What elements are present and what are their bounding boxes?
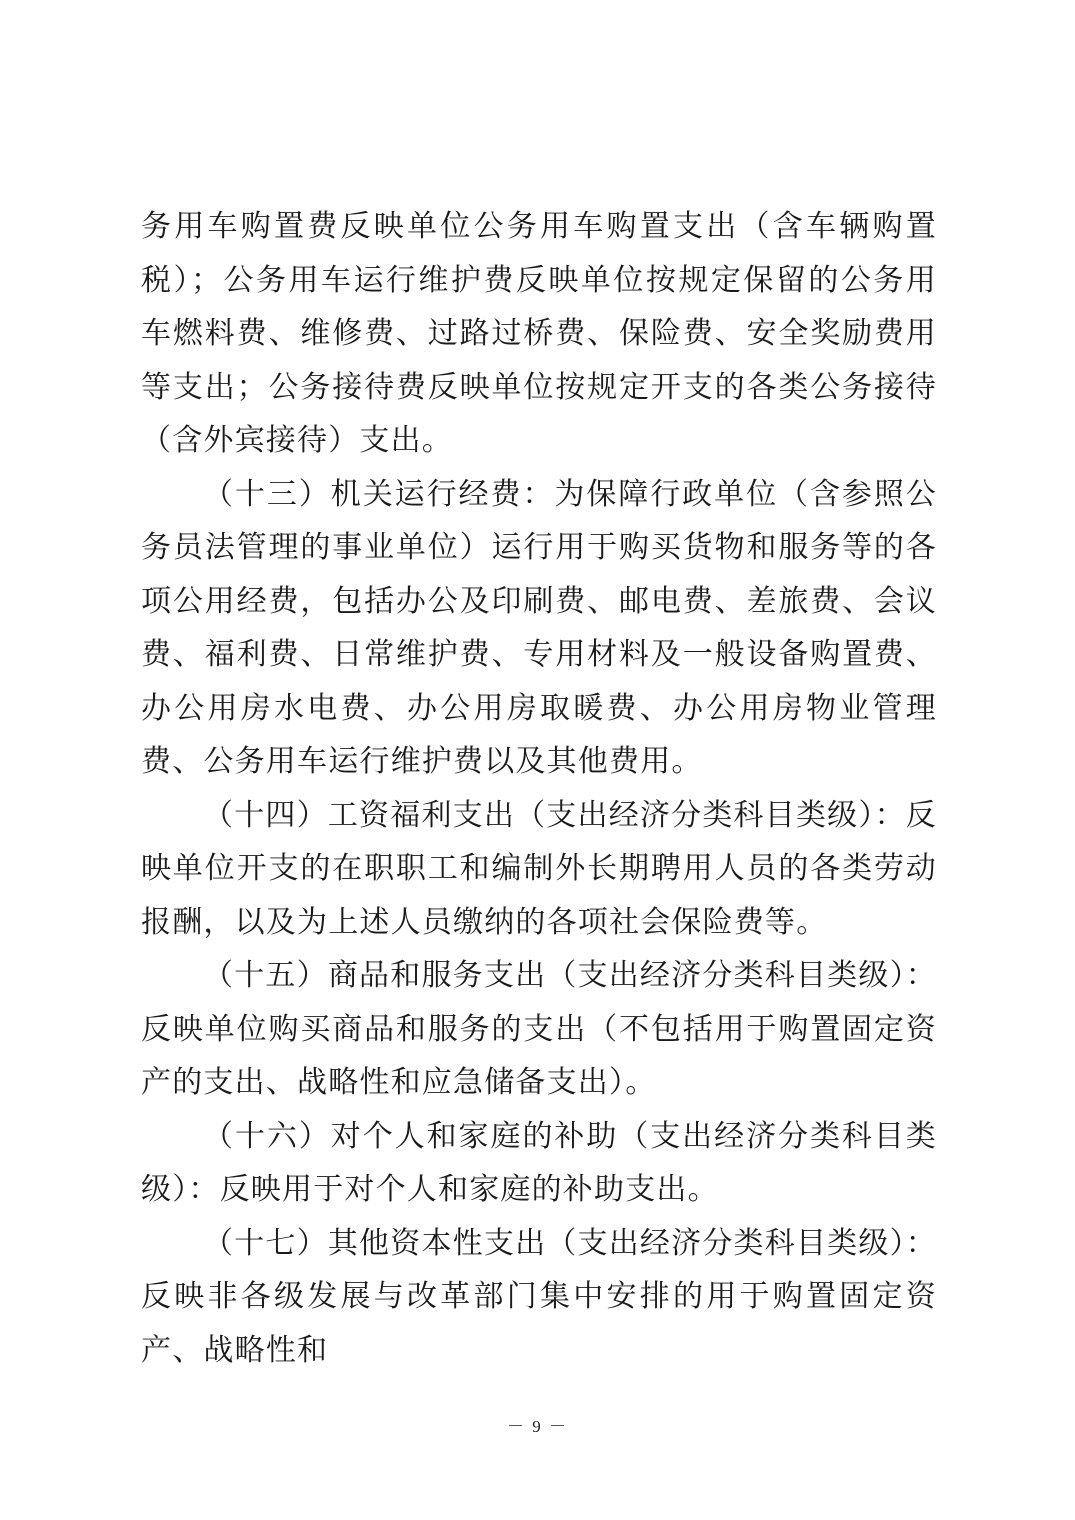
page-number: － 9 － (507, 1417, 568, 1436)
paragraph-section-17: （十七）其他资本性支出（支出经济分类科目类级）：反映非各级发展与改革部门集中安排的用于购置固定资产、战略性和 (141, 1225, 937, 1368)
paragraph-section-13: （十三）机关运行经费：为保障行政单位（含参照公务员法管理的事业单位）运行用于购买货物和服务等的各项公用经费，包括办公及印刷费、邮电费、差旅费、会议费、福利费、日常维护费、专用材料及一般设备购置费、办公用房水电费、办公用房取暖费、办公用房物业管理费、公务用车运行维护费以及其他费用。 (141, 476, 937, 779)
document-body (141, 200, 937, 1377)
paragraph-continued: 务用车购置费反映单位公务用车购置支出（含车辆购置税）；公务用车运行维护费反映单位按规定保留的公务用车燃料费、维修费、过路过桥费、保险费、安全奖励费用等支出；公务接待费反映单位按规定开支的各类公务接待（含外宾接待）支出。 (141, 209, 937, 458)
paragraph-section-14: （十四）工资福利支出（支出经济分类科目类级）：反映单位开支的在职职工和编制外长期聘用人员的各类劳动报酬，以及为上述人员缴纳的各项社会保险费等。 (141, 797, 937, 940)
paragraph-section-15: （十五）商品和服务支出（支出经济分类科目类级）：反映单位购买商品和服务的支出（不包括用于购置固定资产的支出、战略性和应急储备支出）。 (141, 958, 937, 1100)
paragraph-section-16: （十六）对个人和家庭的补助（支出经济分类科目类级）：反映用于对个人和家庭的补助支出。 (141, 1118, 937, 1207)
